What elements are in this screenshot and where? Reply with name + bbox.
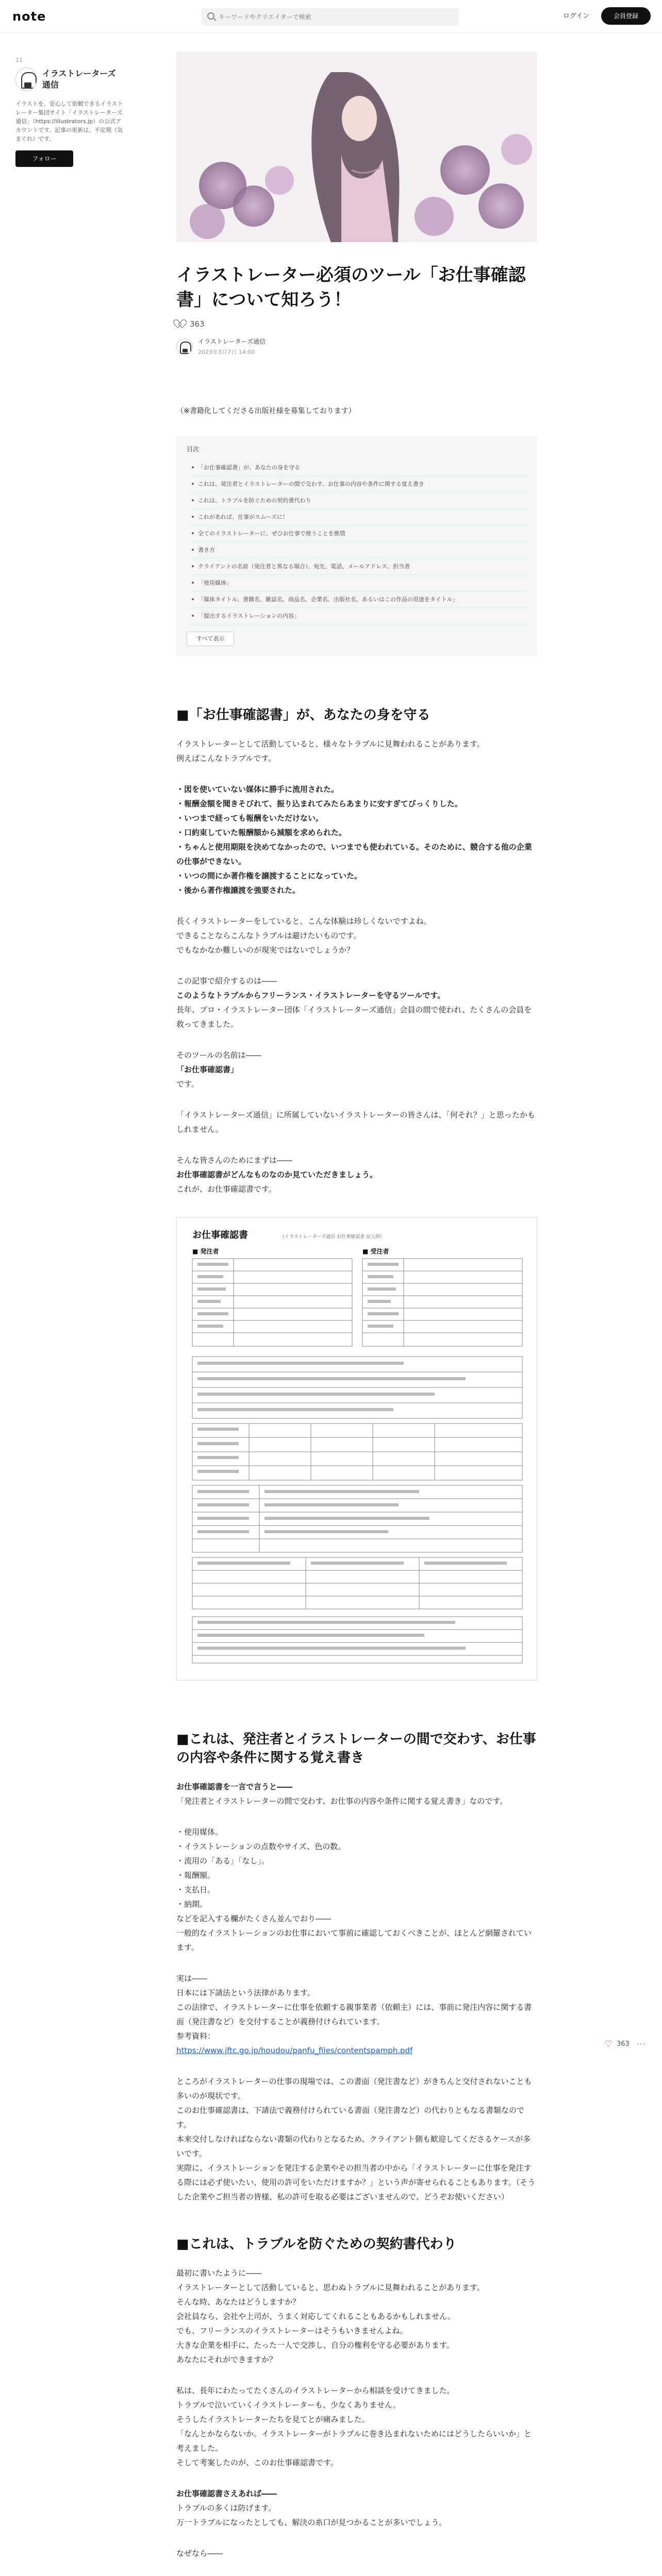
like-row[interactable]: [176, 319, 537, 329]
author-info[interactable]: [176, 337, 537, 356]
paragraph: 長くイラストレーターをしていると、こんな体験は珍しくないですよね。: [176, 917, 432, 926]
paragraph: そんな皆さんのためにまずは――: [176, 1156, 293, 1165]
paragraph: ところがイラストレーターの仕事の現場では、この書面（発注書など）がきちんと交付されないことも多いのが現状です。: [176, 2077, 532, 2100]
paragraph: そうしたイラストレーターたちを見てとが痛みました。: [176, 2415, 370, 2424]
paragraph: あなたにそれができますか？: [176, 2355, 277, 2364]
paragraph: 「なんとかならないか。イラストレーターがトラブルに巻き込まれないためにはどうしたらいいか」と考えました。: [176, 2429, 532, 2453]
trouble-item: ・ちゃんと使用期限を決めてなかったので、いつまでも使われている。そのために、競合する他の企業の仕事ができない。: [176, 842, 532, 866]
form-right-heading: ■ 受注者: [362, 1248, 389, 1255]
creator-avatar[interactable]: [15, 67, 37, 91]
search-icon: [207, 12, 214, 20]
paragraph: できることならこんなトラブルは避けたいものです。: [176, 931, 361, 940]
paragraph: などを記入する欄がたくさん並んでおり――: [176, 1914, 332, 1923]
toc-item[interactable]: 「媒体タイトル、書籍名、雑誌名、商品名、企業名、出版社名、あるいはこの作品の用途をタイトル」: [192, 591, 527, 608]
paragraph: これが、お仕事確認書です。: [176, 1184, 276, 1194]
paragraph: イラストレーターとして活動していると、思わぬトラブルに見舞われることがあります。: [176, 2283, 485, 2292]
section-heading: ■これは、発注者とイラストレーターの間で交わす、お仕事の内容や条件に関する覚え書き: [176, 1732, 536, 1766]
paragraph: そんな時、あなたはどうしますか？: [176, 2297, 301, 2307]
article: [176, 52, 537, 2561]
creator-name[interactable]: イラストレーターズ通信: [42, 69, 116, 90]
paragraph-bold: 「お仕事確認書」: [176, 1065, 239, 1074]
creator-sidebar: [15, 57, 124, 167]
trouble-item: ・後から著作権譲渡を強要された。: [176, 886, 301, 895]
paragraph: このお仕事確認書は、下請法で義務付けられている書面（発注書など）の代わりともなる書類なのです。: [176, 2106, 525, 2129]
toc-item[interactable]: 全てのイラストレーターに、ぜひお仕事で使うことを推奨: [192, 526, 527, 542]
paragraph: 「発注者とイラストレーターの間で交わす、お仕事の内容や条件に関する覚え書き」なのです。: [176, 1797, 508, 1806]
paragraph: なぜなら――: [176, 2549, 223, 2558]
more-options-icon[interactable]: ···: [636, 2039, 647, 2049]
toc-item[interactable]: これは、トラブルを防ぐための契約書代わり: [192, 493, 527, 509]
publisher-note: （※書籍化してくださる出版社様を募集しております）: [176, 407, 356, 415]
trouble-item: ・報酬金額を聞きそびれて、振り込まれてみたらあまりに安すぎてびっくりした。: [176, 799, 462, 808]
paragraph: 日本には下請法という法律があります。: [176, 1988, 315, 1997]
floating-like-bar[interactable]: [604, 2039, 646, 2049]
paragraph: この法律で、イラストレーターに仕事を依頼する親事業者（依頼主）には、事前に発注内容に関する書面（発注書など）を交付することが義務付けられています。: [176, 2003, 532, 2026]
form-left-heading: ■ 発注者: [192, 1248, 219, 1255]
toc-item[interactable]: クライアントの名前（発注者と異なる場合）、宛先、電話、メールアドレス、担当者: [192, 558, 527, 575]
form-title: お仕事確認書: [192, 1230, 248, 1241]
paragraph: 例えばこんなトラブルです。: [176, 754, 276, 763]
top-bar: [0, 0, 662, 33]
author-name[interactable]: イラストレーターズ通信: [198, 338, 266, 345]
toc-item[interactable]: これがあれば、仕事がスムーズに！: [192, 509, 527, 526]
follow-button[interactable]: フォロー: [15, 150, 73, 167]
article-title: イラストレーター必須のツール「お仕事確認書」について知ろう！: [176, 265, 526, 310]
list-item: ・流用の「ある」「なし」。: [176, 1856, 270, 1866]
trouble-item: ・図を使いていない媒体に勝手に流用された。: [176, 785, 339, 794]
heart-icon[interactable]: [176, 320, 185, 328]
paragraph: 長年、プロ・イラストレーター団体「イラストレーターズ通信」会員の間で使われ、たくさんの会員を救ってきました。: [176, 1005, 532, 1029]
paragraph: 一般的なイラストレーションのお仕事において事前に確認しておくべきことが、ほとんど網羅されています。: [176, 1928, 532, 1952]
list-item: ・イラストレーションの点数やサイズ、色の数。: [176, 1842, 346, 1851]
trouble-item: ・いつの間にか著作権を譲渡することになっていた。: [176, 871, 362, 880]
paragraph-bold: お仕事確認書さえあれば――: [176, 2489, 277, 2498]
work-confirmation-form-image[interactable]: [176, 1217, 537, 1681]
reference-link[interactable]: https://www.jftc.go.jp/houdou/panfu_files/contentspamph.pdf: [176, 2046, 413, 2055]
hero-image: [176, 52, 537, 242]
section-heading: ■これは、トラブルを防ぐための契約書代わり: [176, 2236, 457, 2252]
list-item: ・報酬額。: [176, 1871, 216, 1880]
trouble-item: ・いつまで経っても報酬をいただけない。: [176, 814, 324, 823]
account-id: 11: [15, 57, 23, 63]
signup-button[interactable]: 会員登録: [601, 7, 651, 25]
toc-item[interactable]: 「提出するイラストレーションの内容」: [192, 608, 527, 624]
paragraph: この記事で紹介するのは――: [176, 976, 277, 986]
paragraph: そのツールの名前は――: [176, 1050, 261, 1060]
trouble-item: ・口約束していた報酬額から減額を求められた。: [176, 828, 347, 837]
publish-date: 2023年3月7日 14:00: [198, 349, 255, 355]
list-item: ・使用媒体。: [176, 1827, 223, 1837]
author-avatar[interactable]: [176, 338, 193, 355]
paragraph: でもなかなか難しいのが現実ではないでしょうか？: [176, 945, 355, 955]
toc-item[interactable]: 書き方: [192, 542, 527, 558]
heart-icon[interactable]: ♡: [604, 2038, 613, 2049]
search-box[interactable]: [201, 8, 459, 26]
section-heading: ■「お仕事確認書」が、あなたの身を守る: [176, 707, 431, 723]
floating-like-count: 363: [617, 2040, 630, 2048]
paragraph: トラブルの多くは防げます。: [176, 2503, 276, 2513]
paragraph-bold: お仕事確認書がどんなものなのか見ていただきましょう。: [176, 1170, 378, 1179]
login-link[interactable]: ログイン: [563, 12, 590, 20]
paragraph: 実際に、イラストレーションを発注する企業やその担当者の中から「イラストレーターに仕事を発注する際には必ず使いたい、使用の許可をいただけますか？」という声が寄せられることもあります。（そうした企業やご担当者の皆様、私の許可を取る必要はございませんので、どうぞお使いください）: [176, 2163, 536, 2201]
paragraph: イラストレーターとして活動していると、様々なトラブルに見舞われることがあります。: [176, 739, 485, 749]
paragraph: そして考案したのが、このお仕事確認書です。: [176, 2458, 338, 2467]
paragraph: 私は、長年にわたってたくさんのイラストレーターから相談を受けてきました。: [176, 2386, 455, 2395]
paragraph: です。: [176, 1079, 199, 1089]
toc-item[interactable]: 「使用媒体」: [192, 575, 527, 591]
paragraph: 本来交付しなければならない書類の代わりとなるため、クライアント側も歓迎してくださるケースが多いです。: [176, 2134, 531, 2158]
paragraph: 参考資料：: [176, 2031, 216, 2041]
list-item: ・納期。: [176, 1900, 208, 1909]
toc-title: 目次: [187, 446, 200, 453]
toc-show-all-button[interactable]: すべて表示: [187, 632, 234, 646]
paragraph-bold: お仕事確認書を一言で言うと――: [176, 1782, 293, 1791]
paragraph: 会社員なら、会社や上司が、うまく対応してくれることもあるかもしれません。: [176, 2312, 455, 2321]
note-logo[interactable]: note: [12, 9, 46, 24]
paragraph: でも、フリーランスのイラストレーターはそうもいきませんよね。: [176, 2326, 408, 2335]
search-input[interactable]: [219, 8, 451, 26]
like-count: 363: [190, 319, 205, 329]
toc-item[interactable]: 「お仕事確認書」が、あなたの身を守る: [192, 460, 527, 476]
paragraph: トラブルで泣いていくイラストレーターも、少なくありません。: [176, 2400, 401, 2410]
table-of-contents: [176, 436, 537, 656]
creator-description: イラストを、安心して依頼できるイラストレーター集団サイト「イラストレーターズ通信」（https://illustrators.jp）の公式アカウントです。記事の更新は、不定期（気まぐれ）です。: [15, 100, 123, 142]
form-caption: （イラストレーターズ通信 お仕事確認書 記入例）: [280, 1234, 385, 1240]
paragraph: 大きな企業を相手に、たった一人で交渉し、自分の権利を守る必要があります。: [176, 2341, 454, 2350]
paragraph: 実は――: [176, 1974, 208, 1983]
paragraph: 最初に書いたように――: [176, 2268, 262, 2278]
toc-item[interactable]: これは、発注者とイラストレーターの間で交わす、お仕事の内容や条件に関する覚え書き: [192, 476, 527, 493]
paragraph-bold: このようなトラブルからフリーランス・イラストレーターを守るツールです。: [176, 991, 445, 1000]
list-item: ・支払日。: [176, 1885, 216, 1894]
paragraph: 「イラストレーターズ通信」に所属していないイラストレーターの皆さんは、「何それ？」と思ったかもしれません。: [176, 1110, 535, 1134]
paragraph: 万一トラブルになったとしても、解決の糸口が見つかることが多いでしょう。: [176, 2518, 447, 2527]
